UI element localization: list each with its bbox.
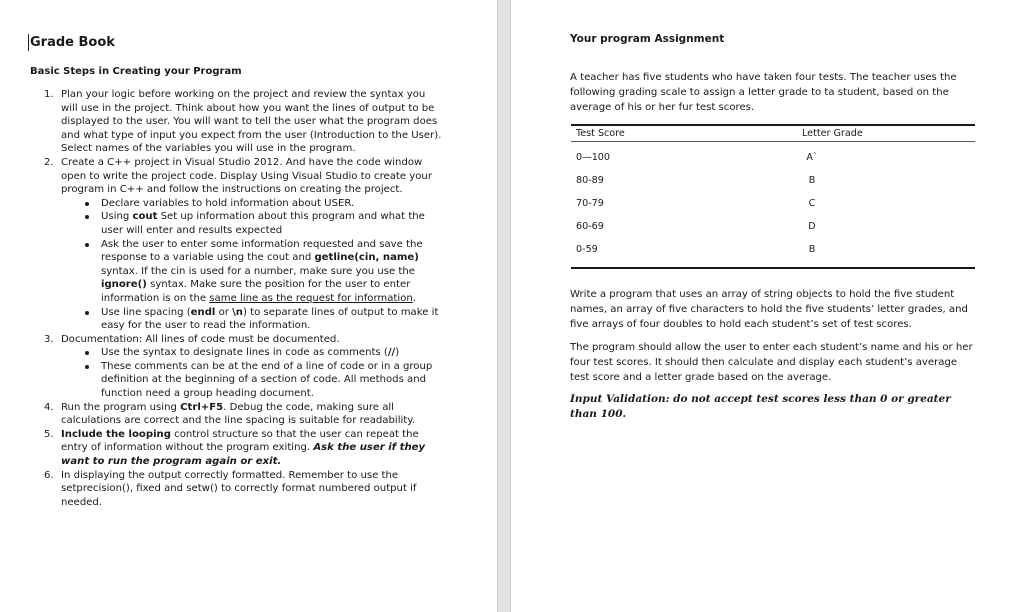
step-text: . Debug the code, making sure all calculations are correct and the line spacing is suitable for readability. [61,401,416,427]
step-text: Create a C++ project in Visual Studio 2012. And have the code window open to write the project code. Display Using Visual Studio to create your program in C++ and follow the instructions on creating the project. [61,156,432,196]
score-range-cell: 0-59 [576,244,598,255]
emphasis-text: Include the looping [61,428,171,440]
table-row [571,169,975,192]
table-row [571,238,975,268]
step-2-bullets [61,197,444,333]
bullet-text: Set up information about this program and what the user will enter and results expected [101,211,425,236]
table-row [571,192,975,215]
bullet-text: These comments can be at the end of a line of code or in a group definition at the beginning of a section of code. All methods and function need a group heading document. [101,360,433,400]
bullet-text: syntax. If the cin is used for a number, make sure you use the [101,265,416,277]
code-keyword: endl [190,306,216,318]
bullet-item [83,238,444,306]
step-3-bullets [61,346,444,400]
table-row [571,142,975,170]
score-range-cell: 0—100 [576,152,611,163]
step-text: Documentation: All lines of code must be documented. [61,333,340,345]
bullet-item [83,306,444,333]
step-number: 1. [44,89,54,100]
step-5 [44,428,444,469]
bullet-text: Using [101,211,133,223]
bullet-text: Use line spacing ( [101,306,191,318]
step-2 [44,156,444,333]
letter-grade-cell [802,142,975,170]
input-validation-note: Input Validation: do not accept test scores less than 0 or greater than 100. [570,393,951,420]
bullet-text: ) [395,347,400,359]
step-text: Run the program using [61,401,181,413]
bullet-text: ) to separate lines of output to make it easy for the user to read the information. [101,306,439,332]
bullet-item [83,197,444,211]
step-number: 6. [44,469,54,481]
code-keyword: // [387,347,396,359]
code-keyword: \n [232,306,243,318]
doc-title: Grade Book [30,35,115,50]
letter-grade-cell [802,169,975,192]
step-number: 3. [44,333,54,345]
section-heading: Basic Steps in Creating your Program [30,66,242,77]
score-range-cell: 60-69 [576,221,604,232]
letter-grade-value: B [808,175,816,186]
letter-grade-value: A` [806,152,818,163]
step-3 [44,333,444,401]
letter-grade-value: C [808,198,816,209]
bullet-text: Declare variables to hold information about USER. [101,197,355,209]
bullet-item [83,210,444,237]
step-number: 5. [44,428,54,440]
emphasis-text: Ask the user if they want to run the program again or exit. [61,442,426,468]
requirements-paragraph: Write a program that uses an array of string objects to hold the five student names, an array of five characters to hold the five students’ letter grades, and five arrays of four doubles to hold each student’s set of test scores. [570,289,968,330]
letter-grade-cell [802,215,975,238]
shortcut-key: Ctrl+F5 [180,401,224,413]
step-number: 2. [44,156,54,168]
letter-grade-value: D [808,221,816,232]
letter-grade-cell [802,238,975,268]
step-text: Plan your logic before working on the project and review the syntax you will use in the project. Think about how you want the lines of output to be displayed to the user. You will want to tell the user what the program does and what type of input you expect from the user (Introduction to the User). Select names of the variables you will use in the program. [61,89,442,155]
assignment-title: Your program Assignment [570,33,725,45]
step-text: In displaying the output correctly formatted. Remember to use the setprecision(), fixed and setw() to correctly format numbered output if needed. [61,469,417,508]
score-range-cell: 70-79 [576,198,604,209]
bullet-item [83,360,444,401]
bullet-item [83,346,444,360]
code-keyword: ignore() [101,279,147,291]
step-number: 4. [44,401,54,413]
score-range-cell: 80-89 [576,175,604,186]
column-header-letter-grade: Letter Grade [802,125,975,142]
behavior-paragraph: The program should allow the user to enter each student’s name and his or her four test scores. It should then calculate and display each student’s average test score and a letter grade based on the average. [570,342,973,383]
column-header-test-score: Test Score [571,125,802,142]
bullet-text: or [215,306,233,318]
bullet-text: Use the syntax to designate lines in code as comments ( [101,347,388,359]
left-page [0,0,497,612]
grading-scale-table [571,124,975,269]
code-keyword: getline(cin, name) [314,252,419,264]
underlined-text: same line as the request for information [209,292,413,304]
table-header-row [571,125,975,142]
step-text: control structure so that the user can repeat the entry of information without the program exiting. [61,428,419,454]
assignment-intro: A teacher has five students who have taken four tests. The teacher uses the following grading scale to assign a letter grade to ta student, based on the average of his or her fur test scores. [570,72,957,113]
table-row [571,215,975,238]
letter-grade-value: B [808,244,816,255]
steps-list [44,88,444,509]
step-1 [44,88,444,156]
bullet-text: syntax. Make sure the position for the user to enter information is on the [101,279,411,304]
bullet-text: Ask the user to enter some information requested and save the response to a variable using the cout and [101,238,423,264]
right-page [511,0,1024,612]
letter-grade-cell [802,192,975,215]
page-gutter [497,0,511,612]
step-4 [44,401,444,428]
step-6 [44,469,444,510]
code-keyword: cout [132,211,158,223]
bullet-text: . [412,292,416,304]
